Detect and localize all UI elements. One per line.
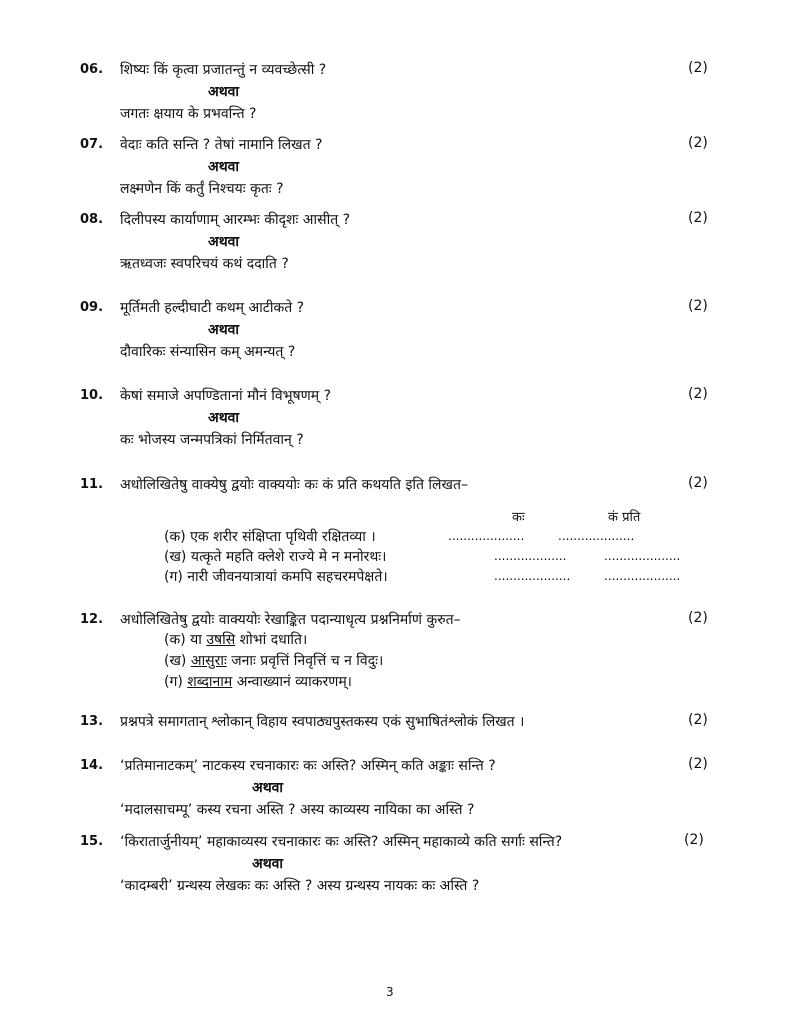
or-label: अथवा [208, 84, 240, 100]
sub-item: (ग) नारी जीवनयात्रायां कमपि सहचरमपेक्षते। [164, 569, 388, 585]
column-header-speaker: कः [512, 510, 525, 525]
alternate-question: ऋतध्वजः स्वपरिचयं कथं ददाति ? [120, 256, 289, 272]
question-text: शिष्यः किं कृत्वा प्रजातन्तुं न व्यवच्छेत्सी ? [120, 62, 327, 78]
question-text: वेदाः कति सन्ति ? तेषां नामानि लिखत ? [120, 137, 323, 153]
question-number: 15. [80, 834, 104, 849]
sub-item [164, 672, 352, 691]
sub-item-prefix: (क) या [164, 632, 207, 648]
underlined-word: उषसि [206, 632, 236, 648]
answer-blank: .................... [604, 549, 681, 563]
answer-blank: .................... [494, 569, 571, 583]
sub-item-suffix: अन्वाख्यानं व्याकरणम्। [232, 674, 352, 690]
question-number: 06. [80, 62, 104, 77]
question-marks: (2) [688, 475, 708, 491]
question-marks: (2) [688, 386, 708, 402]
or-label: अथवा [208, 159, 240, 175]
sub-item-suffix: शोभां दधाति। [235, 632, 308, 648]
page-number: 3 [386, 985, 394, 999]
answer-blank: .................... [604, 569, 681, 583]
question-text: दिलीपस्य कार्याणाम् आरम्भः कीदृशः आसीत् ? [120, 212, 351, 228]
question-text: ‘किरातार्जुनीयम्’ महाकाव्यस्य रचनाकारः कः अस्ति? अस्मिन् महाकाव्ये कति सर्गाः सन्ति? [120, 834, 563, 850]
sub-item-prefix: (ग) [164, 674, 188, 690]
question-text: अधोलिखितेषु द्वयोः वाक्ययोः रेखाङ्कित पदान्याधृत्य प्रश्ननिर्माणं कुरुत– [120, 612, 461, 628]
question-marks: (2) [688, 712, 708, 728]
sub-item: (क) एक शरीर संक्षिप्ता पृथिवी रक्षितव्या । [164, 529, 376, 545]
question-number: 14. [80, 758, 104, 773]
alternate-question: कः भोजस्य जन्मपत्रिकां निर्मितवान् ? [120, 432, 304, 448]
or-label: अथवा [252, 780, 284, 796]
question-number: 12. [80, 612, 104, 627]
column-header-listener: कं प्रति [608, 510, 641, 525]
question-text: मूर्तिमती हल्दीघाटी कथम् आटीकते ? [120, 300, 305, 316]
question-text: प्रश्नपत्रे समागतान् श्लोकान् विहाय स्वपाठ्यपुस्तकस्य एकं सुभाषितंश्लोकं लिखत । [120, 714, 525, 730]
alternate-question: लक्ष्मणेन किं कर्तुं निश्चयः कृतः ? [120, 181, 284, 197]
question-marks: (2) [688, 60, 708, 76]
sub-item-suffix: जनाः प्रवृत्तिं निवृत्तिं च न विदुः। [226, 653, 384, 669]
alternate-question: ‘मदालसाचम्पू’ कस्य रचना अस्ति ? अस्य काव्यस्य नायिका का अस्ति ? [120, 802, 475, 818]
question-number: 10. [80, 388, 104, 403]
alternate-question: ‘कादम्बरी’ ग्रन्थस्य लेखकः कः अस्ति ? अस्य ग्रन्थस्य नायकः कः अस्ति ? [120, 878, 480, 894]
answer-blank: ................... [494, 549, 567, 563]
sub-item: (ख) यत्कृते महति क्लेशे राज्ये मे न मनोरथः। [164, 549, 387, 565]
question-text: केषां समाजे अपण्डितानां मौनं विभूषणम् ? [120, 388, 332, 404]
sub-item-prefix: (ख) [164, 653, 191, 669]
or-label: अथवा [208, 410, 240, 426]
question-number: 09. [80, 300, 104, 315]
underlined-word: शब्दानाम [187, 674, 233, 690]
or-label: अथवा [252, 856, 284, 872]
question-number: 11. [80, 477, 104, 492]
question-marks: (2) [688, 135, 708, 151]
question-text: अधोलिखितेषु वाक्येषु द्वयोः वाक्ययोः कः कं प्रति कथयति इति लिखत– [120, 477, 468, 493]
question-text: ‘प्रतिमानाटकम्’ नाटकस्य रचनाकारः कः अस्ति? अस्मिन् कति अङ्काः सन्ति ? [120, 758, 496, 774]
question-marks: (2) [688, 210, 708, 226]
answer-blank: .................... [448, 529, 525, 543]
sub-item [164, 630, 307, 649]
or-label: अथवा [208, 234, 240, 250]
underlined-word: आसुराः [190, 653, 227, 669]
question-marks: (2) [688, 298, 708, 314]
or-label: अथवा [208, 322, 240, 338]
question-marks: (2) [688, 756, 708, 772]
question-number: 13. [80, 714, 104, 729]
alternate-question: दौवारिकः संन्यासिन कम् अमन्यत् ? [120, 344, 296, 360]
sub-item [164, 651, 383, 670]
answer-blank: .................... [558, 529, 635, 543]
question-number: 08. [80, 212, 104, 227]
question-number: 07. [80, 137, 104, 152]
alternate-question: जगतः क्षयाय के प्रभवन्ति ? [120, 106, 257, 122]
question-marks: (2) [684, 832, 704, 848]
question-marks: (2) [688, 610, 708, 626]
